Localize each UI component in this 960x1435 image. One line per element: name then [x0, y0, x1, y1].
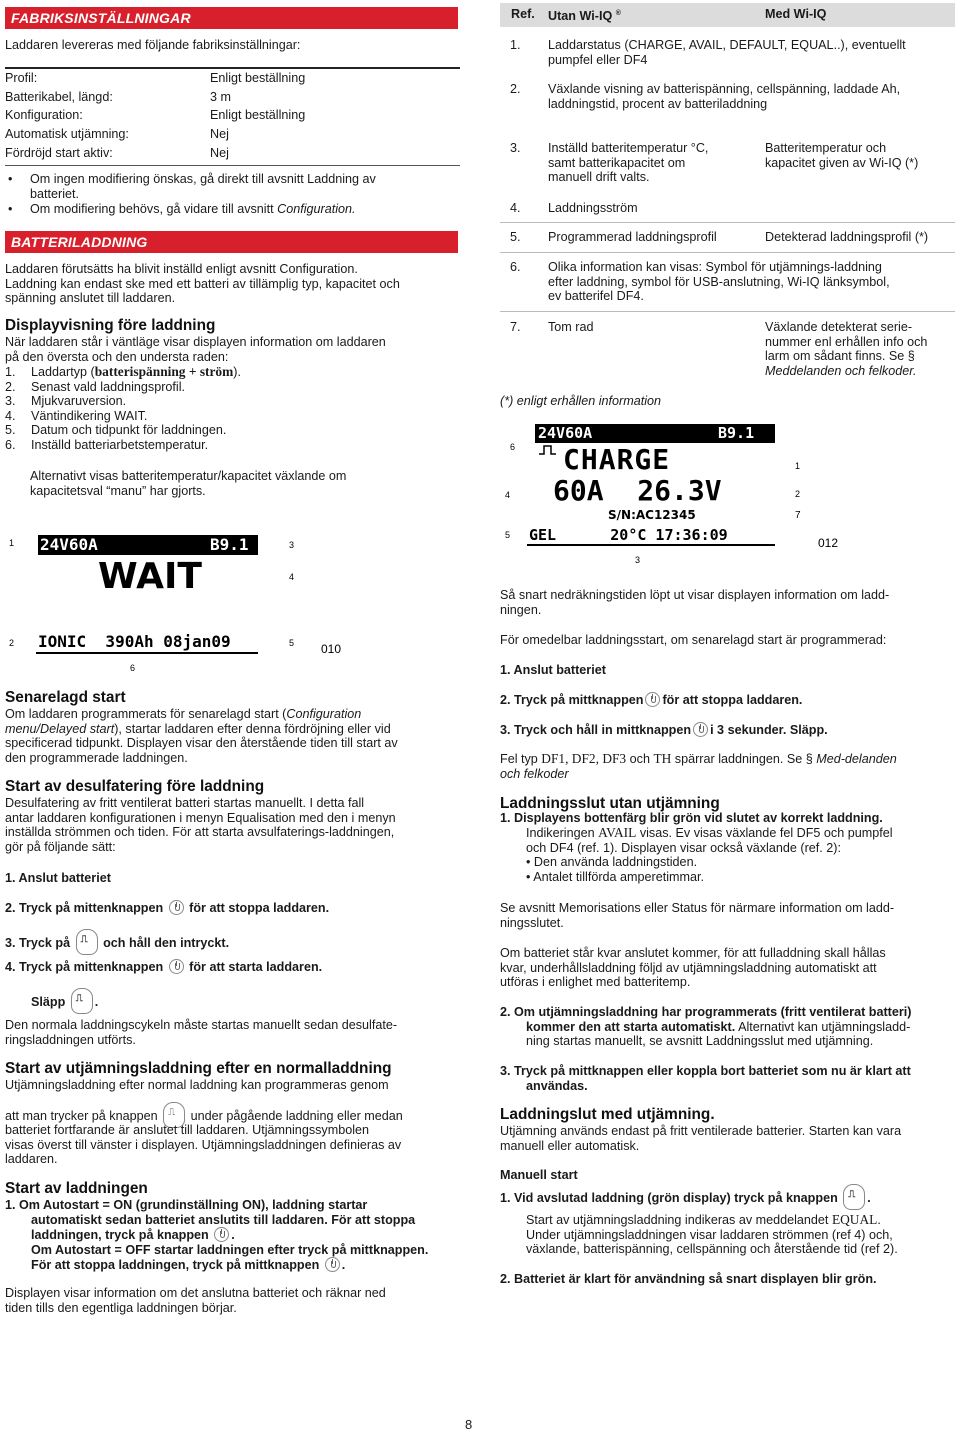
- ref-num: 3.: [510, 141, 521, 155]
- power-button-icon[interactable]: [169, 900, 184, 915]
- slut-line: användas.: [526, 1078, 588, 1093]
- manuell-line: Under utjämningsladdningen visar laddaren strömmen (ref 4) och,: [526, 1227, 893, 1242]
- item-text: [31, 365, 241, 380]
- settings-value: Nej: [210, 127, 229, 141]
- lcd-charger-type: 24V60A: [40, 535, 98, 554]
- slut-med-line: Utjämning används endast på fritt ventilerade batterier. Starten kan vara: [500, 1124, 902, 1138]
- callout-3: 3: [635, 555, 641, 565]
- callout-1: 1: [795, 461, 801, 471]
- text-span: och håll den intryckt.: [103, 936, 230, 950]
- cell-line: manuell drift valts.: [548, 170, 650, 185]
- text-span: 2. Tryck på mittknappen: [500, 693, 644, 707]
- fel-line: [500, 752, 955, 767]
- senarelagd-line: den programmerade laddningen.: [5, 750, 188, 765]
- desulf-note-line: Den normala laddningscykeln måste startas manuellt sedan desulfate-: [5, 1018, 398, 1032]
- after-step-1: 1. Anslut batteriet: [500, 663, 606, 677]
- after-step-3: [500, 722, 955, 738]
- item-text: Inställd batteriarbetstemperatur.: [31, 437, 209, 452]
- text-span: 2. Tryck på mittenknappen: [5, 901, 164, 915]
- settings-row: [5, 108, 460, 127]
- item-number: 5.: [5, 423, 16, 438]
- manuell-detail: [526, 1213, 956, 1257]
- cell-line: Batteritemperatur och: [765, 141, 887, 155]
- text-span: visas. Ev visas växlande fel DF5 och pumpfel: [636, 826, 893, 840]
- power-button-icon[interactable]: [169, 959, 184, 974]
- callout-5: 5: [505, 530, 511, 540]
- display-item: [5, 409, 460, 424]
- utjamn-line: batteriet fortfarande är anslutet till laddaren. Utjämningssymbolen: [5, 1123, 370, 1137]
- page-number: 8: [465, 1417, 473, 1432]
- table-footnote: (*) enligt erhållen information: [500, 394, 662, 408]
- callout-2: 2: [795, 489, 801, 499]
- cell-line: efter laddning, symbol för USB-anslutning, Wi-IQ länksymbol,: [548, 274, 890, 289]
- cell-line: laddningstid, procent av batteriladdning: [548, 96, 768, 111]
- callout-1: 1: [9, 538, 15, 548]
- item-text: Senast vald laddningsprofil.: [31, 379, 186, 394]
- text-span: Släpp: [31, 995, 66, 1009]
- text-span: kommer den att starta automatiskt.: [526, 1019, 736, 1034]
- item-text: Mjukvaruversion.: [31, 394, 127, 409]
- ref-row-5-utan: Programmerad laddningsprofil: [548, 230, 717, 244]
- text-span: Laddartyp (: [31, 365, 95, 379]
- batteri-line: Laddning kan endast ske med ett batteri av tillämplig typ, kapacitet och: [5, 276, 400, 291]
- display-alt-note: [30, 469, 460, 498]
- slut-bullet: • Antalet tillförda amperetimmar.: [526, 869, 705, 884]
- slut-line: ning startas manuellt, se avsnitt Laddningsslut med utjämning.: [526, 1034, 874, 1049]
- senarelagd-line: [5, 707, 460, 722]
- text-span: under pågående laddning eller medan: [190, 1109, 403, 1123]
- cell-line: Laddarstatus (CHARGE, AVAIL, DEFAULT, EQUAL..), eventuellt: [548, 38, 906, 52]
- lcd-top-bar: [38, 535, 258, 555]
- text-span: laddningen, tryck på knappen: [31, 1228, 209, 1243]
- manuell-line: växlande, batterispänning, cellspänning och återstående tid (ref 2).: [526, 1242, 898, 1257]
- cell-line: Växlande detekterat serie-: [765, 320, 913, 334]
- text-span: menu/Delayed start: [5, 721, 115, 736]
- text-span: batterispänning + ström: [94, 364, 234, 379]
- lcd-current-voltage: 60A 26.3V: [553, 474, 722, 507]
- figure-number-010: 010: [321, 642, 342, 656]
- text-span: för att stoppa laddaren.: [189, 901, 330, 915]
- lcd-status-charge: CHARGE: [563, 443, 671, 476]
- figure-number-012: 012: [818, 536, 839, 550]
- power-button-icon[interactable]: [214, 1227, 229, 1242]
- eq-symbol-icon: [539, 445, 561, 455]
- after-line: Så snart nedräkningstiden löpt ut visar displayen information om ladd-: [500, 588, 890, 602]
- cell-line: ev batterifel DF4.: [548, 289, 644, 304]
- lcd-version: B9.1: [718, 424, 755, 442]
- callout-6: 6: [130, 663, 136, 673]
- display-item: [5, 380, 460, 395]
- item-number: 2.: [5, 379, 16, 394]
- text-span: Den använda laddningstiden.: [533, 855, 698, 870]
- startladd-para: [5, 1286, 460, 1315]
- power-button-icon[interactable]: [693, 722, 708, 737]
- display-line: på den översta och den understa raden:: [5, 349, 229, 364]
- table-bottom-rule: [5, 165, 460, 166]
- ref-row-4: Laddningsström: [548, 201, 638, 215]
- ref-num: 1.: [510, 38, 521, 52]
- alt-line: kapacitetsval “manu” har gjorts.: [30, 483, 206, 498]
- text-span: ).: [233, 365, 241, 379]
- text-span: för att stoppa laddaren.: [662, 693, 803, 707]
- callout-4: 4: [505, 490, 511, 500]
- item-text: Datum och tidpunkt för laddningen.: [31, 423, 227, 438]
- ref-row-7-utan: Tom rad: [548, 320, 594, 334]
- header-utan: [548, 7, 621, 24]
- senarelagd-text: [5, 707, 460, 765]
- cell-line: pumpfel eller DF4: [548, 52, 648, 67]
- settings-label: Batterikabel, längd:: [5, 90, 113, 104]
- fabriks-intro: Laddaren levereras med följande fabriksinställningar:: [5, 38, 301, 52]
- ref-row-2: [548, 82, 953, 111]
- startladd-heading: Start av laddningen: [5, 1180, 148, 1197]
- text-span: att man trycker på knappen: [5, 1109, 158, 1123]
- display-item: [5, 438, 460, 453]
- ref-row-6: [548, 260, 953, 304]
- configuration-link[interactable]: Configuration.: [277, 202, 356, 216]
- slut-med-line: manuell eller automatisk.: [500, 1138, 640, 1153]
- slut-line: och DF4 (ref. 1). Displayen visar också växlande (ref. 2):: [526, 840, 841, 855]
- text-span: ), startar laddaren efter denna fördröjning eller vid: [114, 721, 391, 736]
- lcd-wait: WAIT: [98, 556, 202, 597]
- manuell-line: Start av utjämningsladdning indikeras av meddelandet EQUAL.: [526, 1212, 881, 1227]
- settings-row: [5, 71, 460, 90]
- table-top-rule: [5, 67, 460, 69]
- text-span: för att starta laddaren.: [189, 960, 323, 974]
- item-number: 4.: [5, 408, 16, 423]
- row-rule: [500, 252, 955, 253]
- cell-line: larm om sådant finns. Se §: [765, 349, 915, 364]
- settings-value: Nej: [210, 146, 229, 160]
- desulf-line: Desulfatering av fritt ventilerat batteri startas manuellt. I detta fall: [5, 796, 365, 810]
- display-item: [5, 394, 460, 409]
- desulf-step-4: [5, 959, 460, 975]
- settings-label: Automatisk utjämning:: [5, 127, 129, 141]
- desulf-heading: Start av desulfatering före laddning: [5, 778, 265, 795]
- equalize-button-icon[interactable]: [71, 988, 93, 1014]
- text-span: 3. Tryck på: [5, 936, 71, 950]
- callout-6: 6: [510, 442, 516, 452]
- callout-2: 2: [9, 638, 15, 648]
- text-span: Alternativt kan utjämningsladd-: [735, 1019, 911, 1034]
- display-items-list: [5, 365, 460, 453]
- item-number: 1.: [5, 365, 16, 379]
- lcd-charger-type: 24V60A: [538, 424, 593, 442]
- text-span: Fel typ: [500, 752, 542, 766]
- desulf-step-1: 1. Anslut batteriet: [5, 871, 111, 885]
- ref-row-3-utan: [548, 141, 758, 185]
- utjamn-heading: Start av utjämningsladdning efter en normalladdning: [5, 1060, 392, 1077]
- desulf-note: [5, 1018, 460, 1047]
- section-header-fabriks: FABRIKSINSTÄLLNINGAR: [5, 7, 458, 29]
- display-line: När laddaren står i väntläge visar displayen information om laddaren: [5, 335, 386, 349]
- slut-med-text: [500, 1124, 955, 1153]
- text-span: Start av utjämningsladdning indikeras av meddelandet: [526, 1213, 832, 1227]
- settings-value: Enligt beställning: [210, 71, 306, 85]
- startladd-line: laddningen, tryck på knappen .: [31, 1228, 235, 1243]
- lcd-wait-display: [36, 533, 286, 658]
- power-button-icon[interactable]: [325, 1257, 340, 1272]
- after-text: [500, 588, 955, 617]
- text-span: 1. Vid avslutad laddning (grön display) tryck på knappen: [500, 1191, 838, 1205]
- cell-line: Olika information kan visas: Symbol för utjämnings-laddning: [548, 260, 882, 274]
- row-rule: [500, 311, 955, 312]
- bullet-dot: •: [8, 172, 13, 186]
- cell-line: nummer enl erhållen info och: [765, 334, 928, 349]
- slut-utan-heading: Laddningsslut utan utjämning: [500, 795, 720, 812]
- text-span: TH: [653, 751, 672, 766]
- settings-label: Profil:: [5, 71, 38, 85]
- after-step-2: [500, 692, 955, 708]
- utjamn-line: laddaren.: [5, 1152, 58, 1167]
- display-item: [5, 423, 460, 438]
- desulf-text: [5, 796, 460, 854]
- ref-table-header: [500, 3, 955, 27]
- bullet-1: [30, 172, 460, 201]
- ref-row-1: [548, 38, 953, 67]
- text-span: EQUAL: [831, 1212, 878, 1227]
- startladd-line: För att stoppa laddningen, tryck på mittknappen .: [31, 1258, 346, 1273]
- slut-line: ningsslutet.: [500, 915, 564, 930]
- bullet-2-text: Om modifiering behövs, gå vidare till avsnitt: [30, 202, 278, 216]
- display-text: [5, 335, 460, 364]
- cell-line: Meddelanden och felkoder.: [765, 363, 917, 378]
- equalize-button-icon[interactable]: [76, 929, 98, 955]
- startladd-block: [5, 1198, 460, 1273]
- power-button-icon[interactable]: [645, 692, 660, 707]
- bullet-1-line-a: Om ingen modifiering önskas, gå direkt till avsnitt Laddning av: [30, 172, 376, 186]
- batteri-line: Laddaren förutsätts ha blivit inställd enligt avsnitt Configuration.: [5, 262, 358, 276]
- header-ref: Ref.: [511, 7, 535, 21]
- slut-med-heading: Laddningslut med utjämning.: [500, 1106, 715, 1123]
- lcd-bottom-row: IONIC 390Ah 08jan09: [38, 632, 231, 651]
- text-span: DF1, DF2, DF3: [541, 751, 627, 766]
- slut-line: 3. Tryck på mittknappen eller koppla bort batteriet som nu är klart att: [500, 1064, 911, 1078]
- desulf-note-line: ringsladdningen utförts.: [5, 1032, 136, 1047]
- callout-3: 3: [289, 540, 295, 550]
- desulf-step-3: [5, 929, 460, 955]
- fel-line: och felkoder: [500, 766, 569, 781]
- lcd-charge-display: [529, 422, 778, 550]
- callout-7: 7: [795, 510, 801, 521]
- slut-utan-step-1: 1. Displayens bottenfärg blir grön vid slutet av korrekt laddning.: [500, 811, 883, 825]
- manuell-start-heading: Manuell start: [500, 1168, 578, 1182]
- callout-5: 5: [289, 638, 295, 648]
- settings-label: Konfiguration:: [5, 108, 83, 122]
- registered-mark: ®: [615, 10, 621, 17]
- lcd-bottom-row: GEL 20°C 17:36:09: [529, 526, 728, 544]
- desulf-line: inställda strömmen och tiden. För att starta avsulfaterings-laddningen,: [5, 825, 395, 840]
- senarelagd-heading: Senarelagd start: [5, 689, 126, 706]
- slut-bullet: • Den använda laddningstiden.: [526, 855, 698, 870]
- fel-text: [500, 752, 955, 781]
- ref-row-7-med: [765, 320, 955, 378]
- cell-line: samt batterikapacitet om: [548, 155, 686, 170]
- settings-row: [5, 90, 460, 109]
- slut-line: Om batteriet står kvar anslutet kommer, för att fulladdning skall hållas: [500, 946, 886, 960]
- bullet-dot: •: [8, 202, 13, 216]
- slut-line: [500, 1020, 955, 1035]
- text-span: i 3 sekunder. Släpp.: [710, 723, 828, 737]
- ref-num: 5.: [510, 230, 521, 244]
- lcd-underline: [527, 544, 775, 546]
- manuell-step-1: 1. Vid avslutad laddning (grön display) tryck på knappen ⎍ .: [500, 1184, 955, 1210]
- slut-line: kvar, underhållsladdning följd av utjämningsladdning automatiskt att: [500, 960, 877, 975]
- text-span: 4. Tryck på mittenknappen: [5, 960, 164, 974]
- text-span: Utan Wi-IQ: [548, 9, 613, 24]
- ref-num: 2.: [510, 82, 521, 96]
- manuell-step-2: 2. Batteriet är klart för användning så snart displayen blir grön.: [500, 1272, 877, 1286]
- alt-line: Alternativt visas batteritemperatur/kapacitet växlande om: [30, 469, 347, 483]
- lcd-top-bar: [535, 424, 775, 443]
- lcd-version: B9.1: [210, 535, 249, 554]
- text-span: spärrar laddningen. Se §: [671, 752, 817, 766]
- slut-utan-step-2: [500, 1005, 955, 1049]
- senarelagd-line: specificerad tidpunkt. Displayen visar den återstående tiden till start av: [5, 736, 398, 751]
- after-p2: För omedelbar laddningsstart, om senarelagd start är programmerad:: [500, 633, 887, 647]
- startladd-line: Om Autostart = OFF startar laddningen efter tryck på mittknappen.: [31, 1242, 429, 1257]
- startladd-para-line: Displayen visar information om det anslutna batteriet och räknar ned: [5, 1286, 386, 1300]
- slut-utan-detail: [526, 826, 956, 884]
- equalize-button-icon[interactable]: [843, 1184, 865, 1210]
- ref-row-5-med: Detekterad laddningsprofil (*): [765, 230, 929, 244]
- item-text: Väntindikering WAIT.: [31, 408, 148, 423]
- settings-row: [5, 127, 460, 146]
- slut-line: [526, 826, 956, 841]
- batteri-text: [5, 262, 460, 306]
- desulf-line: gör på följande sätt:: [5, 839, 116, 854]
- text-span: 3. Tryck och håll in mittknappen: [500, 723, 692, 737]
- ref-num: 6.: [510, 260, 521, 274]
- text-span: Med-delanden: [816, 752, 897, 766]
- startladd-line: 1. Om Autostart = ON (grundinställning ON), laddning startar: [5, 1198, 368, 1212]
- cell-line: Inställd batteritemperatur °C,: [548, 141, 709, 155]
- bullet-2: [30, 202, 460, 217]
- cell-line: kapacitet given av Wi-IQ (*): [765, 155, 919, 170]
- utjamn-rest: [5, 1123, 460, 1167]
- settings-label: Fördröjd start aktiv:: [5, 146, 113, 160]
- desulf-release: Släpp ⎍ .: [31, 988, 98, 1014]
- lcd-underline: [36, 652, 258, 654]
- text-span: Om laddaren programmerats för senarelagd start (: [5, 707, 287, 721]
- bullet-1-line-b: batteriet.: [30, 186, 80, 201]
- ref-row-3-med: [765, 141, 955, 170]
- senarelagd-line: [5, 722, 460, 737]
- section-header-batteriladdning: BATTERILADDNING: [5, 231, 458, 253]
- text-span: AVAIL: [598, 825, 637, 840]
- ref-num: 4.: [510, 201, 521, 215]
- utjamn-line: visas överst till vänster i displayen. Utjämningsladdningen definieras av: [5, 1137, 402, 1152]
- batteri-line: spänning anslutet till laddaren.: [5, 291, 176, 306]
- utjamn-l1: Utjämningsladdning efter normal laddning kan programmeras genom: [5, 1078, 389, 1092]
- settings-value: Enligt beställning: [210, 108, 306, 122]
- lcd-serial: S/N:AC12345: [608, 508, 696, 522]
- display-heading: Displayvisning före laddning: [5, 317, 216, 334]
- callout-4: 4: [289, 572, 295, 582]
- text-span: För att stoppa laddningen, tryck på mittknappen: [31, 1258, 320, 1273]
- text-span: Antalet tillförda amperetimmar.: [533, 869, 705, 884]
- item-number: 3.: [5, 394, 16, 409]
- slut-line: Se avsnitt Memorisations eller Status för närmare information om ladd-: [500, 901, 895, 915]
- text-span: Configuration: [286, 707, 362, 721]
- slut-utan-p2: [500, 946, 955, 990]
- startladd-para-line: tiden tills den egentliga laddningen börjar.: [5, 1300, 237, 1315]
- text-span: och: [626, 752, 654, 766]
- settings-row: [5, 146, 460, 165]
- slut-line: 2. Om utjämningsladdning har programmerats (fritt ventilerat batteri): [500, 1005, 912, 1019]
- slut-utan-step-3: [500, 1064, 955, 1093]
- display-item: [5, 365, 460, 380]
- desulf-line: antar laddaren konfigurationen i menyn Equalisation med den i menyn: [5, 810, 396, 825]
- header-med: Med Wi-IQ: [765, 7, 827, 21]
- item-number: 6.: [5, 437, 16, 452]
- cell-line: Växlande visning av batterispänning, cellspänning, laddade Ah,: [548, 82, 901, 96]
- desulf-step-2: [5, 900, 460, 916]
- ref-num: 7.: [510, 320, 521, 334]
- text-span: Indikeringen: [526, 826, 599, 840]
- slut-utan-p1: [500, 901, 955, 930]
- row-rule: [500, 222, 955, 223]
- startladd-line: automatiskt sedan batteriet anslutits till laddaren. För att stoppa: [31, 1212, 416, 1227]
- settings-value: 3 m: [210, 90, 231, 104]
- after-line: ningen.: [500, 602, 542, 617]
- slut-line: utföras i enlighet med batteritemp.: [500, 975, 691, 990]
